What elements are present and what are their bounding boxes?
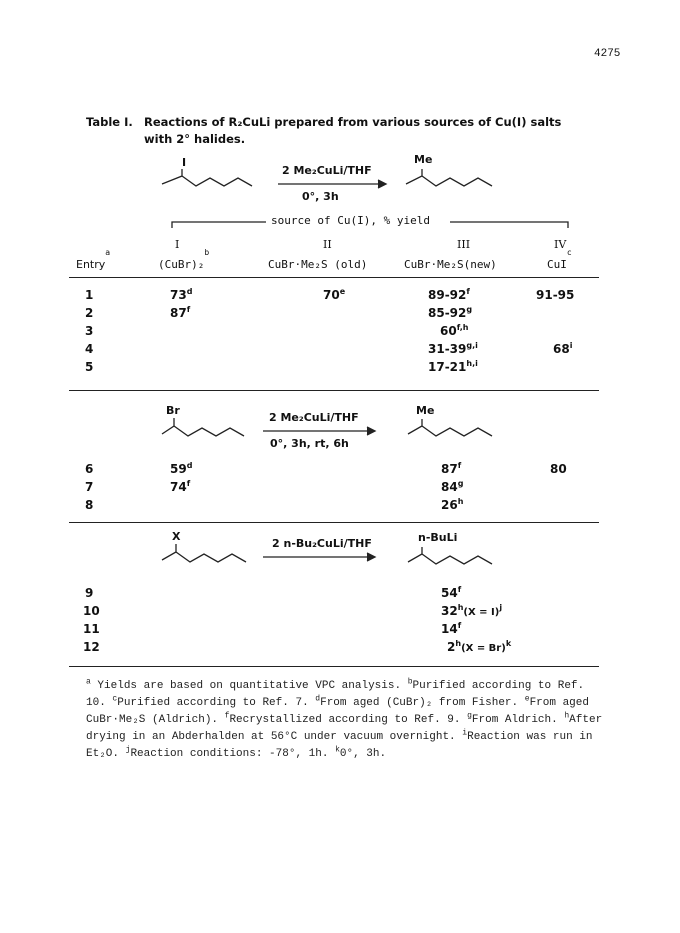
- scheme1-reactant-label: I: [182, 156, 187, 169]
- column-roman-4: IV: [554, 238, 567, 251]
- product-alkyl-chain-3: [406, 546, 506, 576]
- source-header: source of Cu(I), % yield: [271, 214, 430, 227]
- scheme1-reagent: 2 Me₂CuLi/THF: [282, 164, 372, 177]
- table-cell: 80: [550, 462, 567, 476]
- table-cell: 31-39$^{g,i}$: [428, 341, 478, 356]
- footnote-d: From aged (CuBr)₂ from Fisher.: [320, 697, 519, 709]
- scheme1-product-label: Me: [414, 153, 433, 166]
- scheme3-reactant-label: X: [172, 530, 181, 543]
- footnote-g: From Aldrich.: [471, 714, 558, 726]
- table-cell: 89-92$^f$: [428, 287, 470, 302]
- table-cell: 91-95: [536, 288, 575, 302]
- table-row-entry: 8: [85, 498, 94, 512]
- block2-rule: [69, 522, 599, 523]
- scheme2-product-label: Me: [416, 404, 435, 417]
- footnote-j: Reaction conditions: -78°, 1h.: [130, 748, 329, 760]
- table-bottom-rule: [69, 666, 599, 667]
- reaction-arrow-3: [263, 553, 381, 563]
- footnote-a: Yields are based on quantitative VPC analysis.: [97, 680, 402, 692]
- column-name-1: (CuBr)₂$^b$: [158, 248, 210, 271]
- block1-rule: [69, 390, 599, 391]
- table-cell: 74$^f$: [170, 479, 191, 494]
- footnotes: $^a$ Yields are based on quantitative VPC analysis. $^b$Purified according to Ref. 10. $^c$Purified according to Ref. 7. $^d$From aged (CuBr)₂ from Fisher. $^e$From aged CuBr·Me₂S (Aldrich). $^f$Recrystallized according to Ref. 9. $^g$From Aldrich. $^h$After drying in an Abderhalden at 56°C under vacuum overnight. $^i$Reaction was run in Et₂O. $^j$Reaction conditions: -78°, 1h. $^k$0°, 3h.: [86, 677, 603, 760]
- scheme3-reagent: 2 n-Bu₂CuLi/THF: [272, 537, 372, 550]
- table-cell: 17-21$^{h,i}$: [428, 359, 478, 374]
- reaction-arrow-2: [263, 427, 381, 437]
- reactant-alkyl-chain-2: [160, 416, 260, 446]
- footnote-i: Reaction was run in Et₂O.: [86, 731, 593, 760]
- product-alkyl-chain-2: [406, 418, 506, 448]
- table-cell: 87$^f$: [441, 461, 462, 476]
- footnote-e: From aged CuBr·Me₂S (Aldrich).: [86, 697, 589, 726]
- table-cell: 60$^{f,h}$: [440, 323, 469, 338]
- table-cell: 87$^f$: [170, 305, 191, 320]
- footnote-h: After drying in an Abderhalden at 56°C under vacuum overnight.: [86, 714, 603, 743]
- table-title: [86, 114, 561, 148]
- table-cell: 73$^d$: [170, 287, 193, 302]
- scheme2-reagent: 2 Me₂CuLi/THF: [269, 411, 359, 424]
- entry-header: Entry$^a$: [76, 248, 111, 271]
- table-row-entry: 11: [83, 622, 100, 636]
- reaction-arrow-1: [278, 180, 390, 190]
- column-roman-2: II: [323, 238, 332, 251]
- column-name-4: CuI$^c$: [547, 248, 572, 271]
- table-title-line2: with 2° halides.: [144, 132, 246, 146]
- column-roman-3: III: [457, 238, 471, 251]
- table-cell: 84$^g$: [441, 479, 464, 494]
- table-cell: 14$^f$: [441, 621, 462, 636]
- table-cell: $32^h(X = I)^j$: [441, 603, 503, 618]
- column-roman-1: I: [175, 238, 180, 251]
- table-row-entry: 7: [85, 480, 94, 494]
- table-row-entry: 4: [85, 342, 94, 356]
- table-row-entry: 6: [85, 462, 94, 476]
- table-cell: 59$^d$: [170, 461, 193, 476]
- table-row-entry: 9: [85, 586, 94, 600]
- footnote-b: Purified according to Ref. 10.: [86, 680, 585, 709]
- table-row-entry: 12: [83, 640, 100, 654]
- scheme1-conditions: 0°, 3h: [302, 190, 339, 203]
- footnote-c: Purified according to Ref. 7.: [117, 697, 309, 709]
- scheme3-product-label: n-BuLi: [418, 531, 458, 544]
- table-title-prefix: Table I.: [86, 115, 133, 129]
- page-number: 4275: [594, 48, 621, 60]
- table-cell: $2^h(X = Br)^k$: [447, 639, 512, 654]
- table-cell: 26$^h$: [441, 497, 464, 512]
- footnote-k: 0°, 3h.: [339, 748, 387, 760]
- table-row-entry: 3: [85, 324, 94, 338]
- table-row-entry: 1: [85, 288, 94, 302]
- reactant-alkyl-chain-3: [160, 542, 260, 572]
- reactant-alkyl-chain-1: [160, 168, 260, 198]
- table-cell: 85-92$^g$: [428, 305, 473, 320]
- column-name-2: CuBr·Me₂S (old): [268, 258, 368, 271]
- header-rule: [69, 277, 599, 278]
- scheme2-conditions: 0°, 3h, rt, 6h: [270, 437, 349, 450]
- footnote-f: Recrystallized according to Ref. 9.: [229, 714, 461, 726]
- product-alkyl-chain-1: [404, 168, 504, 198]
- scheme2-reactant-label: Br: [166, 404, 180, 417]
- table-cell: 68$^i$: [553, 341, 573, 356]
- table-cell: 70e: [323, 287, 346, 302]
- table-row-entry: 2: [85, 306, 94, 320]
- table-cell: 54$^f$: [441, 585, 462, 600]
- table-row-entry: 5: [85, 360, 94, 374]
- table-title-line1: Reactions of R₂CuLi prepared from various sources of Cu(I) salts: [144, 115, 562, 129]
- column-name-3: CuBr·Me₂S(new): [404, 258, 497, 271]
- table-row-entry: 10: [83, 604, 100, 618]
